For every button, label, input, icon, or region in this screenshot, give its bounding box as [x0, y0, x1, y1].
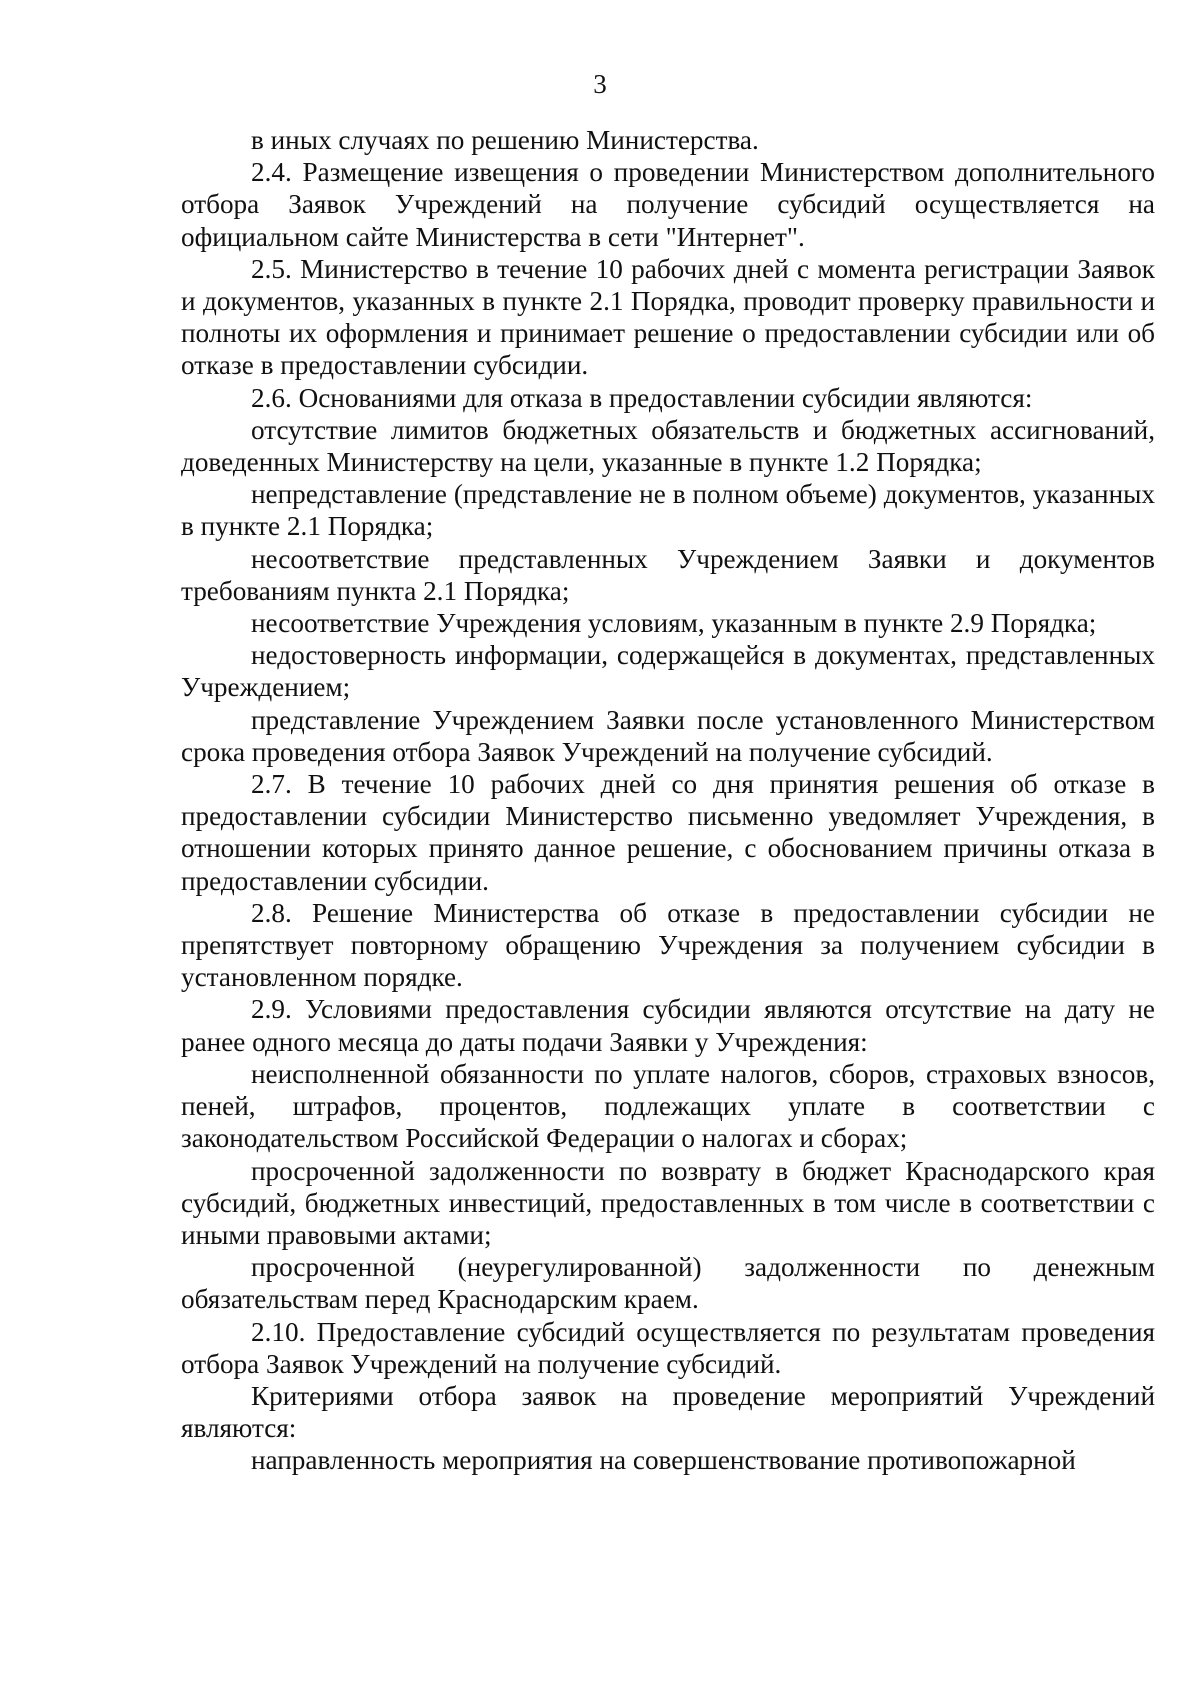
paragraph: недостоверность информации, содержащейся в документах, представленных Учреждением; [181, 640, 1155, 703]
paragraph: 2.9. Условиями предоставления субсидии являются отсутствие на дату не ранее одного месяца до даты подачи Заявки у Учреждения: [181, 994, 1155, 1057]
page-number: 3 [593, 69, 607, 99]
paragraph: непредставление (представление не в полном объеме) документов, указанных в пункте 2.1 Порядка; [181, 479, 1155, 542]
paragraph: 2.8. Решение Министерства об отказе в предоставлении субсидии не препятствует повторному обращению Учреждения за получением субсидии в установленном порядке. [181, 897, 1155, 993]
paragraph: просроченной задолженности по возврату в бюджет Краснодарского края субсидий, бюджетных инвестиций, предоставленных в том числе в соответствии с иными правовыми актами; [181, 1155, 1155, 1250]
paragraph: представление Учреждением Заявки после установленного Министерством срока проведения отбора Заявок Учреждений на получение субсидий. [181, 704, 1155, 767]
paragraph: 2.10. Предоставление субсидий осуществляется по результатам проведения отбора Заявок Учреждений на получение субсидий. [181, 1316, 1155, 1379]
paragraph: просроченной (неурегулированной) задолженности по денежным обязательствам перед Краснодарским краем. [181, 1252, 1155, 1315]
paragraph: несоответствие Учреждения условиям, указанным в пункте 2.9 Порядка; [251, 608, 1097, 639]
paragraph: неисполненной обязанности по уплате налогов, сборов, страховых взносов, пеней, штрафов, процентов, подлежащих уплате в соответствии с законодательством Российской Федерации о налогах и сборах; [181, 1058, 1155, 1154]
paragraph: Критериями отбора заявок на проведение мероприятий Учреждений являются: [181, 1380, 1155, 1444]
paragraph: несоответствие представленных Учреждением Заявки и документов требованиям пункта 2.1 Порядка; [181, 543, 1155, 606]
paragraph: отсутствие лимитов бюджетных обязательств и бюджетных ассигнований, доведенных Министерству на цели, указанные в пункте 1.2 Порядка; [181, 414, 1155, 478]
paragraph: направленность мероприятия на совершенствование противопожарной [251, 1445, 1076, 1476]
paragraph: 2.6. Основаниями для отказа в предоставлении субсидии являются: [251, 382, 1033, 413]
paragraph: 2.4. Размещение извещения о проведении Министерством дополнительного отбора Заявок Учреждений на получение субсидий осуществляется на официальном сайте Министерства в сети "Интернет". [181, 157, 1155, 252]
paragraph: в иных случаях по решению Министерства. [251, 125, 759, 155]
paragraph: 2.5. Министерство в течение 10 рабочих дней с момента регистрации Заявок и документов, указанных в пункте 2.1 Порядка, проводит проверку правильности и полноты их оформления и принимает решение о предоставлении субсидии или об отказе в предоставлении субсидии. [181, 253, 1155, 381]
paragraph: 2.7. В течение 10 рабочих дней со дня принятия решения об отказе в предоставлении субсидии Министерство письменно уведомляет Учреждения, в отношении которых принято данное решение, с обоснованием причины отказа в предоставлении субсидии. [181, 769, 1155, 896]
body-text [181, 124, 1155, 1477]
